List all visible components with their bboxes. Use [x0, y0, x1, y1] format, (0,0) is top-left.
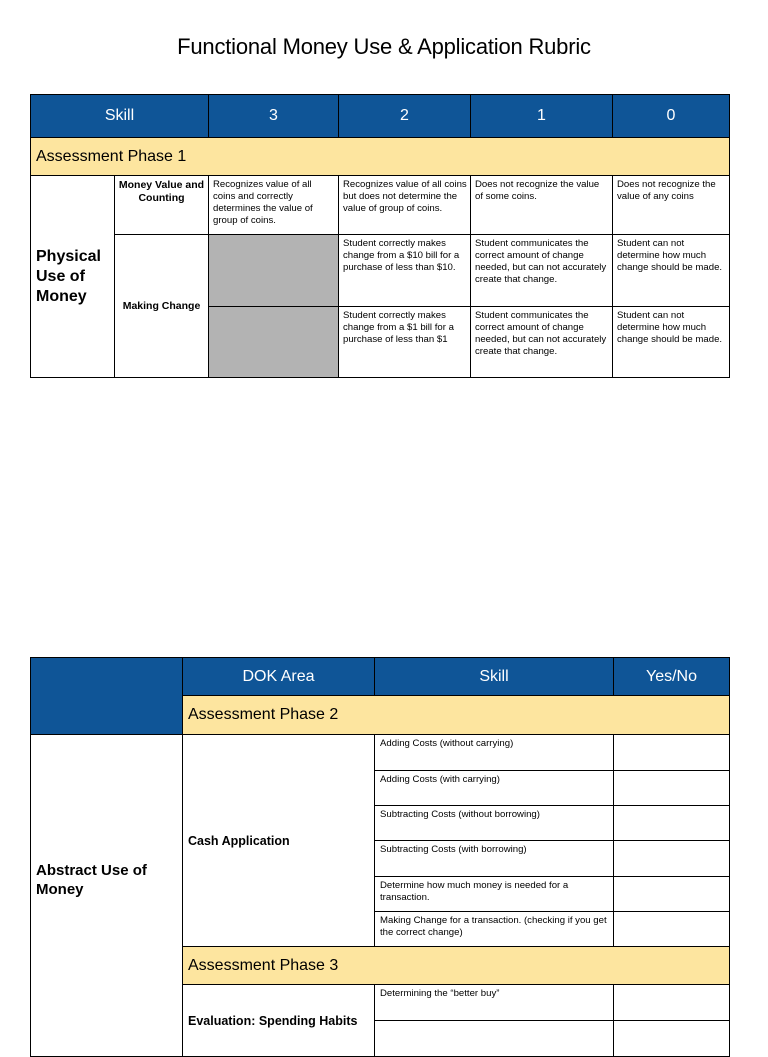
cell-change-1-1: Student communicates the correct amount of change needed, but can not accurately create that change.: [471, 307, 613, 378]
rubric-table-phase-2-3: [30, 657, 730, 1057]
cell-na-grey: [209, 307, 339, 378]
cell-change-1-2: Student correctly makes change from a $1 bill for a purchase of less than $1: [339, 307, 471, 378]
cell-money-value-2: Recognizes value of all coins but does not determine the value of group of coins.: [339, 176, 471, 235]
skill-item: Determine how much money is needed for a transaction.: [375, 877, 614, 912]
header-skill: Skill: [375, 658, 614, 696]
dok-cash-application: Cash Application: [183, 735, 375, 947]
cell-money-value-1: Does not recognize the value of some coins.: [471, 176, 613, 235]
skill-making-change: Making Change: [115, 235, 209, 378]
rubric-table-phase-1: [30, 94, 730, 378]
cell-change-10-0: Student can not determine how much change should be made.: [613, 235, 730, 307]
header-blank: [31, 658, 183, 735]
assessment-phase-2: Assessment Phase 2: [183, 696, 730, 735]
area-physical-use: Physical Use of Money: [31, 176, 115, 378]
yes-no-cell[interactable]: [614, 806, 730, 841]
cell-change-10-1: Student communicates the correct amount of change needed, but can not accurately create that change.: [471, 235, 613, 307]
skill-item: Adding Costs (without carrying): [375, 735, 614, 771]
dok-evaluation-spending: Evaluation: Spending Habits: [183, 985, 375, 1057]
cell-change-1-0: Student can not determine how much change should be made.: [613, 307, 730, 378]
yes-no-cell[interactable]: [614, 735, 730, 771]
header-score-3: 3: [209, 95, 339, 138]
cell-na-grey: [209, 235, 339, 307]
yes-no-cell[interactable]: [614, 877, 730, 912]
cell-change-10-2: Student correctly makes change from a $10 bill for a purchase of less than $10.: [339, 235, 471, 307]
yes-no-cell[interactable]: [614, 912, 730, 947]
skill-item: [375, 1021, 614, 1057]
assessment-phase-1: Assessment Phase 1: [31, 138, 730, 176]
header-score-0: 0: [613, 95, 730, 138]
yes-no-cell[interactable]: [614, 1021, 730, 1057]
skill-item: Determining the “better buy”: [375, 985, 614, 1021]
header-yes-no: Yes/No: [614, 658, 730, 696]
area-abstract-use: Abstract Use of Money: [31, 735, 183, 1057]
skill-item: Making Change for a transaction. (checking if you get the correct change): [375, 912, 614, 947]
cell-money-value-0: Does not recognize the value of any coins: [613, 176, 730, 235]
skill-item: Subtracting Costs (with borrowing): [375, 841, 614, 877]
skill-item: Adding Costs (with carrying): [375, 771, 614, 806]
header-skill: Skill: [31, 95, 209, 138]
header-dok-area: DOK Area: [183, 658, 375, 696]
assessment-phase-3: Assessment Phase 3: [183, 947, 730, 985]
cell-money-value-3: Recognizes value of all coins and correctly determines the value of group of coins.: [209, 176, 339, 235]
yes-no-cell[interactable]: [614, 771, 730, 806]
yes-no-cell[interactable]: [614, 841, 730, 877]
skill-money-value: Money Value and Counting: [115, 176, 209, 235]
skill-item: Subtracting Costs (without borrowing): [375, 806, 614, 841]
header-score-1: 1: [471, 95, 613, 138]
yes-no-cell[interactable]: [614, 985, 730, 1021]
page-title: Functional Money Use & Application Rubric: [177, 34, 591, 59]
header-score-2: 2: [339, 95, 471, 138]
